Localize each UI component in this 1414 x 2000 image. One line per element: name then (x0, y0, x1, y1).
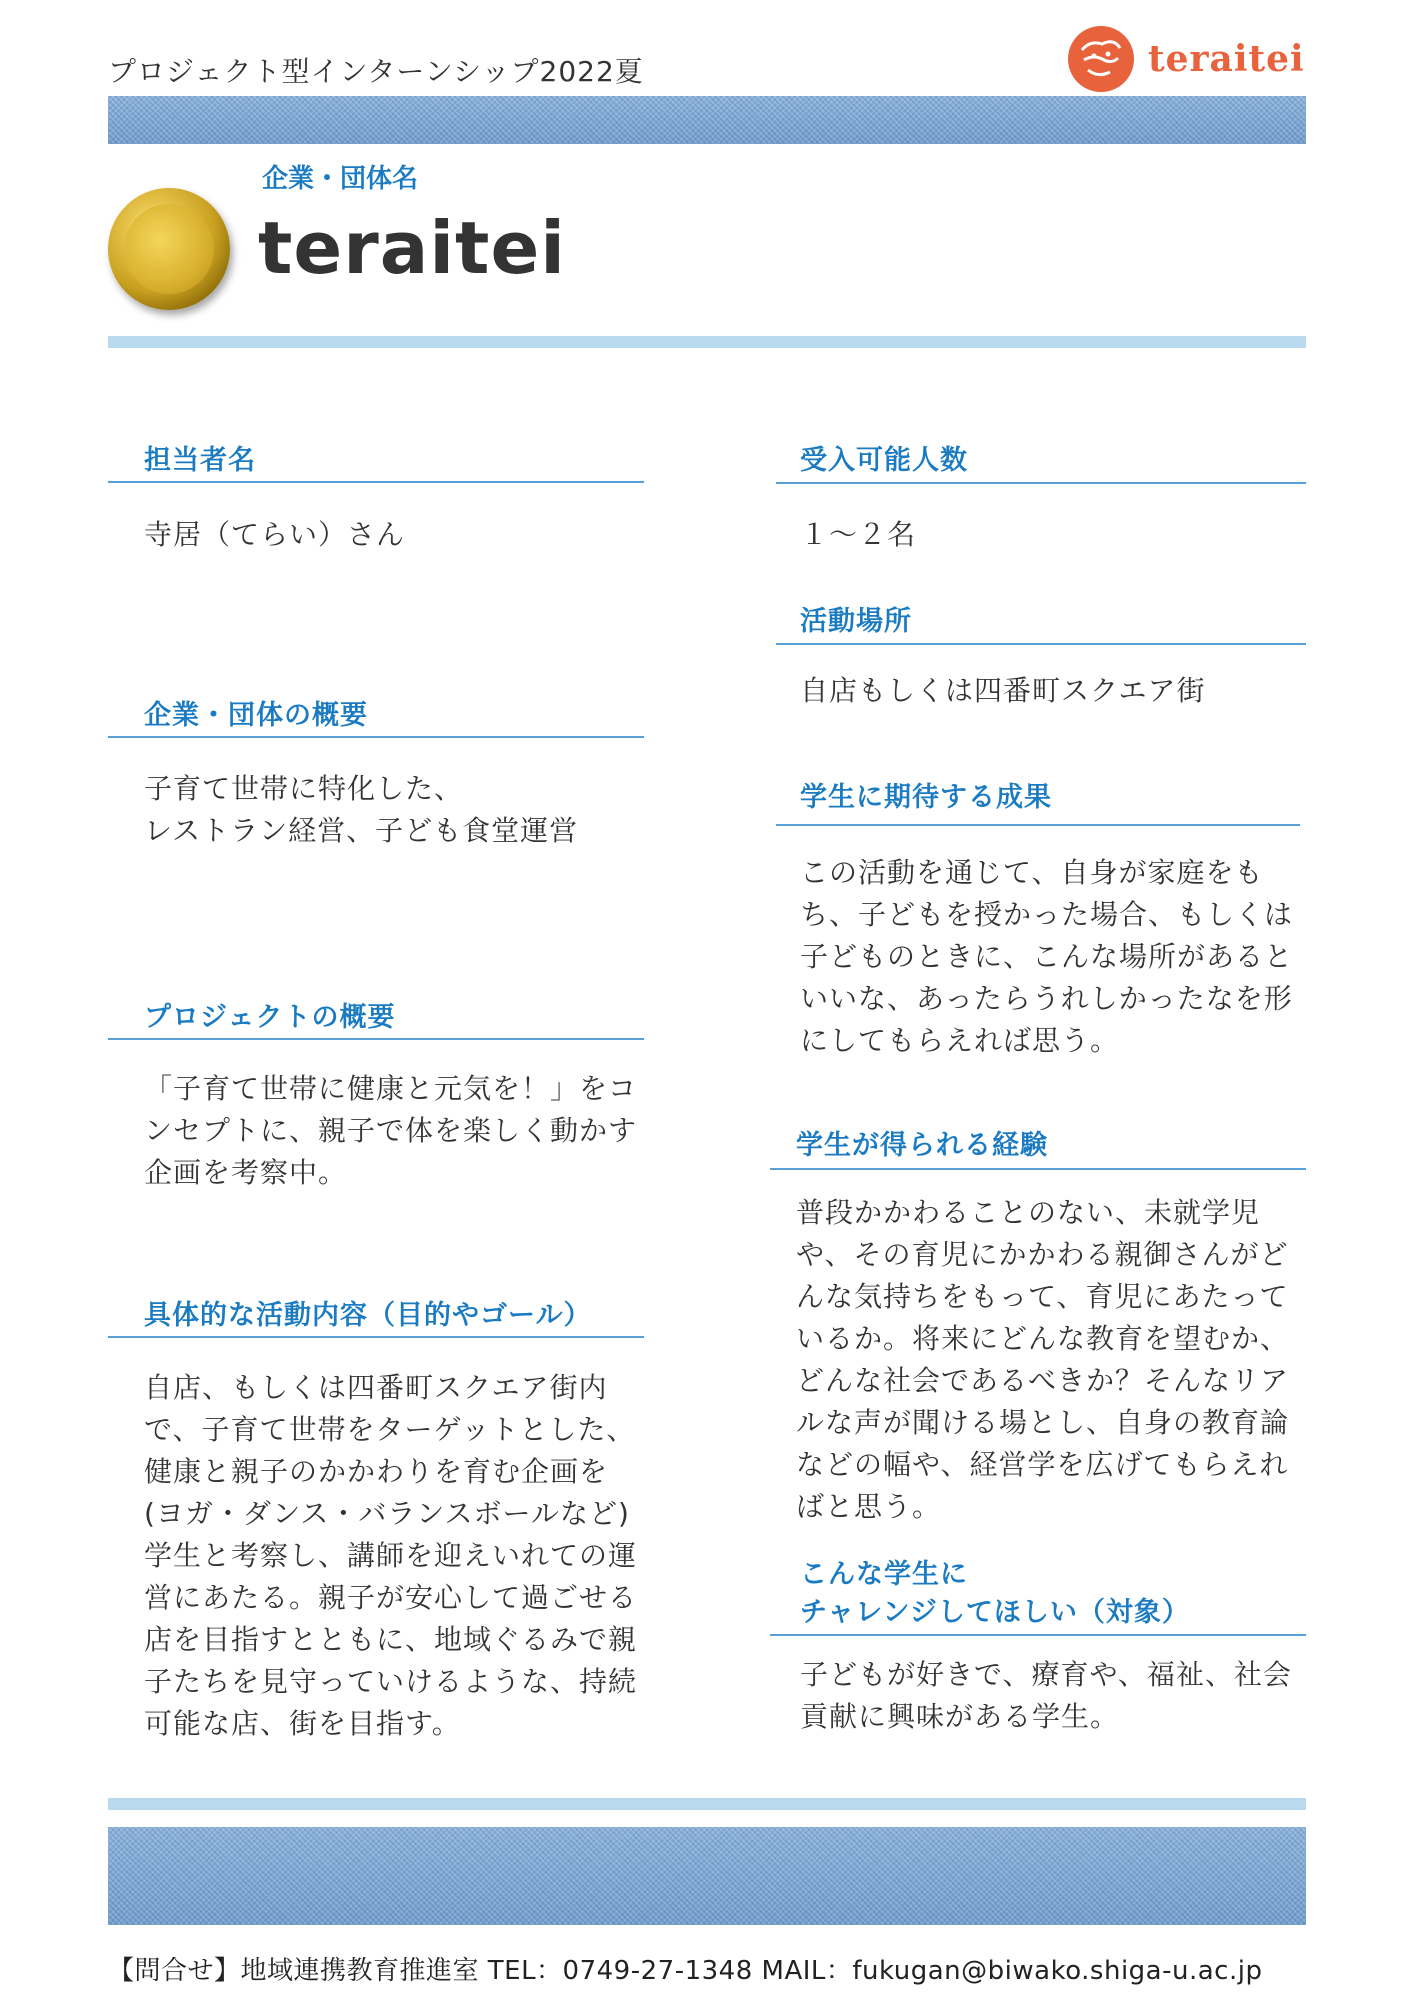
section-body-capacity: １～２名 (800, 518, 917, 551)
logo-text: teraitei (1148, 38, 1305, 80)
section-underline (108, 1038, 644, 1040)
footer-denim-band (108, 1827, 1306, 1925)
section-underline (770, 1168, 1306, 1170)
section-body-location: 自店もしくは四番町スクエア街 (800, 674, 1206, 707)
section-underline (776, 643, 1306, 645)
section-underline (776, 482, 1306, 484)
section-body-student-experience: 普段かかわることのない、未就学児 や、その育児にかかわる親御さんがど んな気持ちをもって、育児にあたって いるか。将来にどんな教育を望むか、 どんな社会であるべきか？そんなリア ルな声が聞ける場とし、自身の教育論 などの幅や、経営学を広げてもらえれ ばと思う。 (796, 1196, 1290, 1523)
section-title-target-students: こんな学生に チャレンジしてほしい（対象） (800, 1559, 1190, 1628)
section-body-expected-outcomes: この活動を通じて、自身が家庭をも ち、子どもを授かった場合、もしくは 子どものときに、こんな場所があると いいな、あったらうれしかったなを形 にしてもらえれば思う。 (800, 856, 1294, 1057)
section-body-org-overview: 子育て世帯に特化した、 レストラン経営、子ども食堂運営 (144, 772, 579, 847)
logo-mark-icon (1068, 26, 1134, 92)
header-title: プロジェクト型インターンシップ2022夏 (108, 55, 644, 88)
section-body-activity-details: 自店、もしくは四番町スクエア街内 で、子育て世帯をターゲットとした、 健康と親子のかかわりを育む企画を (ヨガ・ダンス・バランスボールなど) 学生と考察し、講師を迎えいれての運 営にあたる。親子が安心して過ごせる 店を目指すとともに、地域ぐるみで親 子たちを見守っていけるような、持続 可能な店、街を目指す。 (144, 1371, 638, 1740)
divider-bar-bottom (108, 1798, 1306, 1810)
section-underline (108, 1336, 644, 1338)
company-logo (1068, 26, 1305, 92)
section-title-capacity: 受入可能人数 (800, 445, 968, 476)
section-title-expected-outcomes: 学生に期待する成果 (800, 782, 1052, 813)
section-underline (770, 1634, 1306, 1636)
gold-medal-icon (108, 188, 230, 310)
organization-name: teraitei (258, 206, 566, 290)
section-body-project-overview: 「子育て世帯に健康と元気を！」をコ ンセプトに、親子で体を楽しく動かす 企画を考察中。 (144, 1072, 638, 1189)
header-denim-band (108, 96, 1306, 144)
section-title-activity-details: 具体的な活動内容（目的やゴール） (144, 1300, 592, 1331)
section-body-target-students: 子どもが好きで、療育や、福祉、社会 貢献に興味がある学生。 (800, 1658, 1292, 1733)
section-body-contact-person: 寺居（てらい）さん (144, 518, 406, 551)
organization-label: 企業・団体名 (262, 164, 419, 194)
section-title-contact-person: 担当者名 (144, 445, 256, 476)
section-title-org-overview: 企業・団体の概要 (144, 700, 368, 731)
section-title-project-overview: プロジェクトの概要 (144, 1002, 396, 1033)
section-underline (108, 736, 644, 738)
divider-bar-top (108, 336, 1306, 348)
section-title-location: 活動場所 (800, 606, 912, 637)
section-underline (108, 481, 644, 483)
section-title-student-experience: 学生が得られる経験 (796, 1130, 1048, 1161)
footer-contact: 【問合せ】地域連携教育推進室 TEL：0749-27-1348 MAIL：fukugan@biwako.shiga-u.ac.jp (108, 1956, 1263, 1986)
section-underline (776, 824, 1300, 826)
